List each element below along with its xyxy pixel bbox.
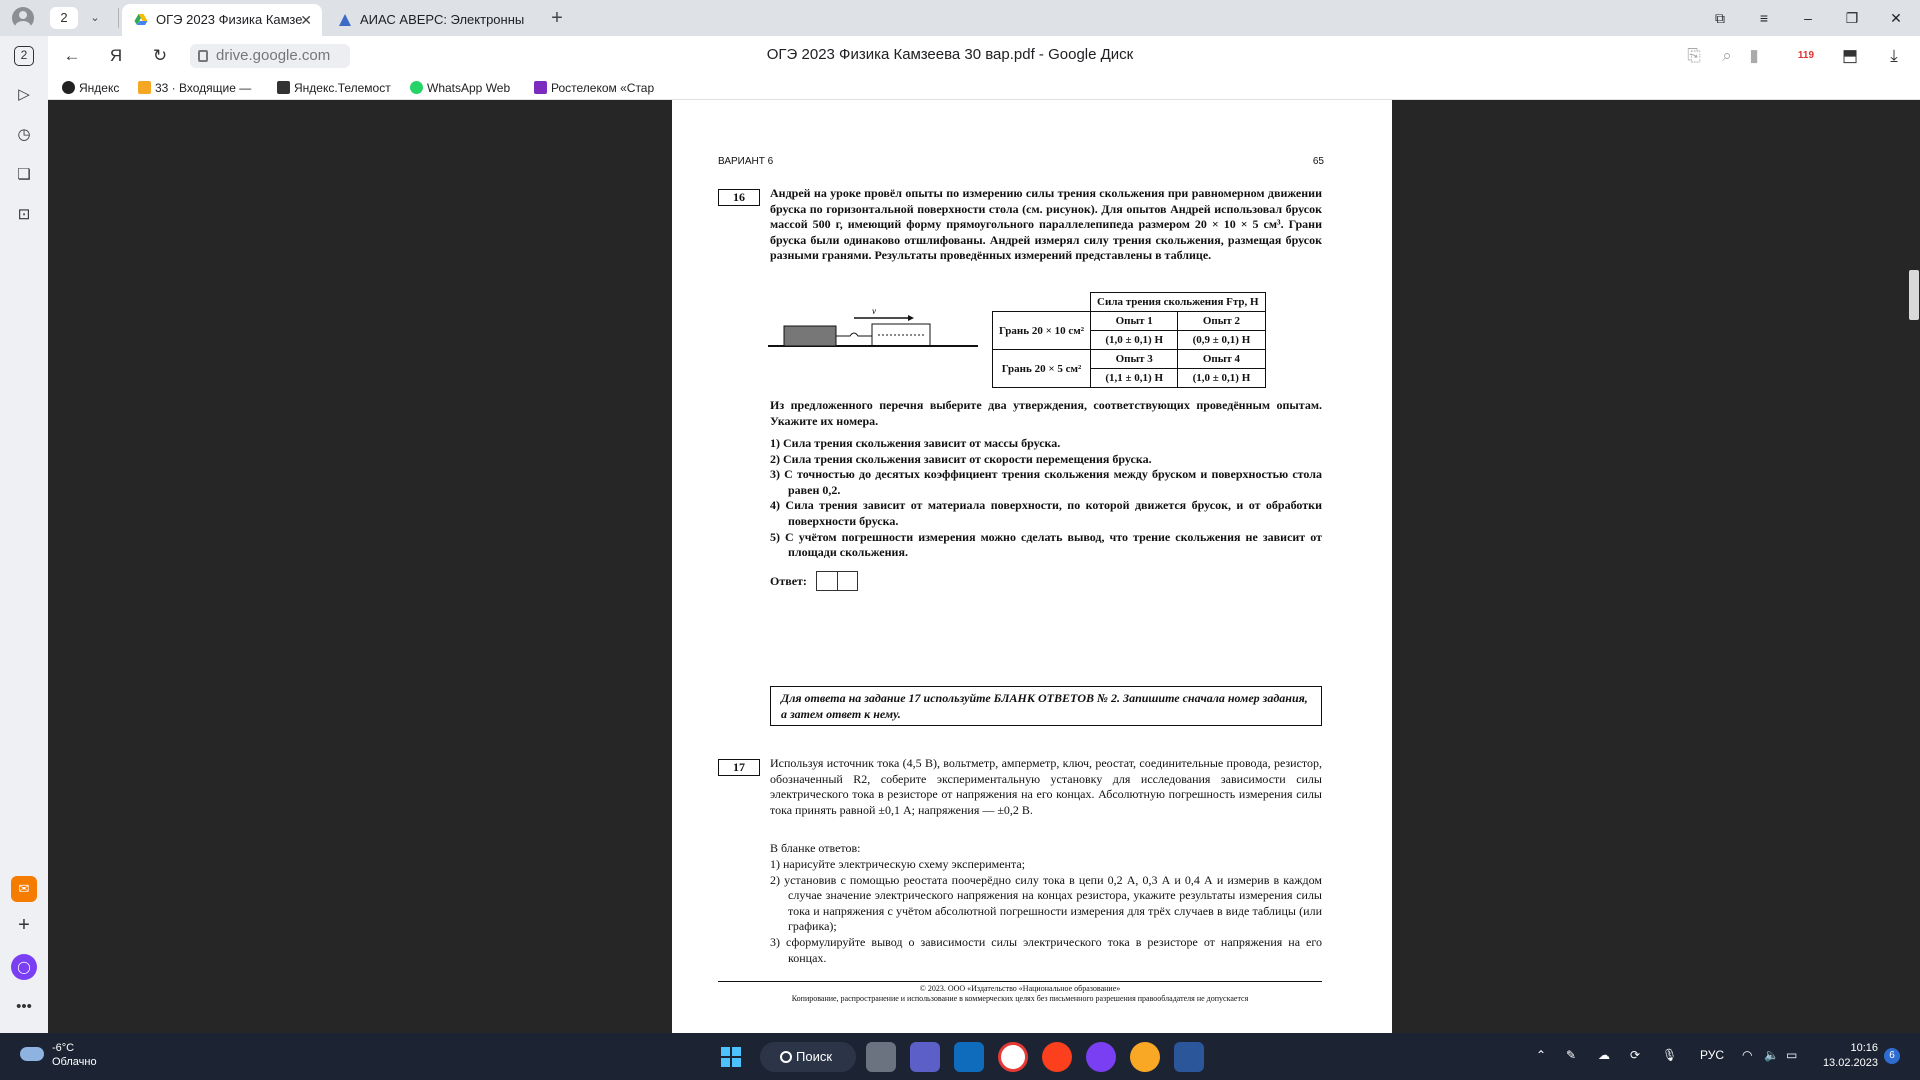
back-icon[interactable]: ← bbox=[63, 46, 81, 65]
whatsapp-icon bbox=[410, 81, 423, 94]
bookmark-icon[interactable]: ▮ bbox=[1749, 46, 1759, 65]
copy-icon[interactable]: ⎘ bbox=[1687, 46, 1701, 65]
alice-icon[interactable] bbox=[1086, 1042, 1116, 1072]
more-icon[interactable]: ••• bbox=[16, 998, 32, 1015]
list-item: 2) установив с помощью реостата поочерёдно силу тока в цепи 0,2 А, 0,3 А и 0,4 А и измерив в каждом случае значение электрического напряжения на концах резистора, укажите результаты измерения силы тока и напряжения с учётом абсолютной погрешности измерения для трёх случаев в виде таблицы (или графика); bbox=[770, 872, 1322, 934]
cloud-icon[interactable] bbox=[20, 1047, 44, 1061]
mail-icon[interactable]: ✉ bbox=[11, 876, 37, 902]
page-header-variant: ВАРИАНТ 6 bbox=[718, 156, 774, 167]
list-item: 4) Сила трения зависит от материала поверхности, по которой движется брусок, и от обработки поверхности бруска. bbox=[770, 498, 1322, 528]
list-item: 5) С учётом погрешности измерения можно сделать вывод, что трение скольжения не зависит от площади скольжения. bbox=[770, 529, 1322, 560]
list-item: 1) нарисуйте электрическую схему эксперимента; bbox=[770, 857, 1026, 871]
question-17-text: Используя источник тока (4,5 В), вольтметр, амперметр, ключ, реостат, соединительные провода, резистор, обозначенный R2, соберите экспериментальную установку для исследования зависимости силы электрического тока в резисторе от напряжения на его концах. Абсолютную погрешность измерения силы тока принять равной ±0,1 А; напряжения — ±0,2 В. bbox=[770, 756, 1322, 817]
list-item: 1) Сила трения скольжения зависит от массы бруска. bbox=[770, 436, 1061, 450]
copyright: © 2023. ООО «Издательство «Национальное образование» bbox=[919, 984, 1121, 993]
weather-status: Облачно bbox=[52, 1056, 97, 1068]
bookmark-rostelecom[interactable] bbox=[534, 79, 658, 97]
wifi-icon[interactable]: ◠ bbox=[1742, 1048, 1753, 1062]
tab-title: АИАС АВЕРС: Электронны bbox=[360, 12, 525, 27]
experiment-label: Опыт 2 bbox=[1178, 312, 1265, 331]
task-view-icon[interactable] bbox=[866, 1042, 896, 1072]
notice-box: Для ответа на задание 17 используйте БЛАНК ОТВЕТОВ № 2. Запишите сначала номер задания, а затем ответ к нему. bbox=[770, 686, 1322, 726]
bookmark-label: Ростелеком «Стар bbox=[551, 81, 655, 95]
tab-strip bbox=[0, 0, 1920, 36]
table-cell: (0,9 ± 0,1) Н bbox=[1178, 331, 1265, 350]
chevron-up-icon[interactable]: ⌃ bbox=[1536, 1048, 1547, 1062]
notification-badge[interactable]: 6 bbox=[1884, 1048, 1900, 1064]
question-16-prompt: Из предложенного перечня выберите два утверждения, соответствующих проведённым опытам. Укажите их номера. bbox=[770, 398, 1322, 428]
question-17-intro: В бланке ответов: bbox=[770, 841, 861, 855]
reload-icon[interactable]: ↻ bbox=[152, 46, 168, 65]
google-drive-icon bbox=[134, 13, 148, 27]
lock-icon bbox=[198, 50, 208, 62]
tab-drive[interactable] bbox=[122, 4, 322, 36]
yandex-icon bbox=[62, 81, 75, 94]
refresh-icon[interactable]: ⟳ bbox=[1630, 1048, 1641, 1062]
mail-icon bbox=[138, 81, 151, 94]
page-title: ОГЭ 2023 Физика Камзеева 30 вар.pdf - Google Диск bbox=[766, 46, 1134, 63]
scrollbar[interactable] bbox=[1908, 100, 1920, 1033]
experiment-label: Опыт 3 bbox=[1091, 350, 1178, 369]
instructions-list bbox=[770, 857, 1322, 966]
windows-start-icon[interactable] bbox=[716, 1042, 746, 1072]
table-cell: (1,1 ± 0,1) Н bbox=[1091, 369, 1178, 388]
tab-aias[interactable] bbox=[326, 4, 525, 36]
aias-icon bbox=[338, 13, 352, 27]
app-icon[interactable] bbox=[1130, 1042, 1160, 1072]
collections-icon[interactable]: ⧉ bbox=[1715, 10, 1725, 26]
download-icon[interactable]: ⤓ bbox=[1890, 46, 1898, 65]
search-label: Поиск bbox=[796, 1049, 833, 1064]
divider bbox=[118, 8, 119, 28]
question-number-box: 16 bbox=[718, 189, 760, 206]
pen-icon[interactable]: ✎ bbox=[1566, 1048, 1577, 1062]
date: 13.02.2023 bbox=[1822, 1057, 1878, 1069]
divider bbox=[718, 981, 1322, 982]
answer-box bbox=[816, 571, 858, 591]
list-item: 2) Сила трения скольжения зависит от скорости перемещения бруска. bbox=[770, 451, 1152, 466]
new-tab-button[interactable]: + bbox=[551, 7, 563, 29]
search-icon[interactable]: ⌕ bbox=[1722, 46, 1732, 65]
volume-icon[interactable]: 🔈 bbox=[1764, 1048, 1779, 1062]
bookmark-label: 33 · Входящие — bbox=[155, 81, 252, 95]
tab-title: ОГЭ 2023 Физика Камзе bbox=[156, 12, 303, 27]
temperature: -6°C bbox=[52, 1042, 75, 1054]
tabs-panel-icon[interactable]: 2 bbox=[14, 46, 34, 66]
copyright-notice: Копирование, распространение и использование в коммерческих целях без письменного разрешения правообладателя не допускается bbox=[791, 994, 1249, 1003]
page-number: 65 bbox=[1312, 156, 1324, 167]
answer-label: Ответ: bbox=[770, 574, 807, 588]
yandex-icon[interactable]: Я bbox=[109, 46, 123, 65]
velocity-label: v⃗ bbox=[872, 306, 883, 316]
row-label: Грань 20 × 5 см² bbox=[993, 350, 1091, 388]
table-cell: (1,0 ± 0,1) Н bbox=[1091, 331, 1178, 350]
history-icon[interactable]: ◷ bbox=[17, 126, 31, 143]
side-panel bbox=[0, 36, 48, 1033]
word-icon[interactable] bbox=[1174, 1042, 1204, 1072]
screenshot-icon[interactable]: ⊡ bbox=[17, 206, 31, 223]
bookmark-whatsapp[interactable] bbox=[410, 79, 522, 97]
results-table bbox=[992, 292, 1266, 388]
list-item: 3) сформулируйте вывод о зависимости силы электрического тока в резисторе от напряжения на его концах. bbox=[770, 934, 1322, 965]
options-list bbox=[770, 436, 1322, 561]
play-icon[interactable]: ▷ bbox=[18, 86, 30, 103]
experiment-figure bbox=[768, 308, 978, 368]
battery-icon[interactable]: ▭ bbox=[1786, 1048, 1798, 1062]
toolbar bbox=[0, 36, 1920, 76]
scrollbar-thumb[interactable] bbox=[1909, 270, 1919, 320]
microphone-icon[interactable]: 🎙 bbox=[1662, 1048, 1678, 1062]
tab-count-button[interactable]: 2 bbox=[50, 7, 78, 29]
close-icon[interactable]: ✕ bbox=[300, 12, 312, 28]
address-url: drive.google.com bbox=[216, 47, 331, 64]
bookmark-label: WhatsApp Web bbox=[427, 81, 511, 95]
experiment-label: Опыт 1 bbox=[1091, 312, 1178, 331]
extensions-icon[interactable]: ⬒ bbox=[1841, 46, 1859, 65]
bookmark-yandex[interactable] bbox=[62, 79, 132, 97]
bookmarks-bar bbox=[0, 76, 1920, 100]
cloud-sync-icon[interactable]: ☁ bbox=[1598, 1048, 1610, 1062]
menu-icon[interactable]: ≡ bbox=[1759, 10, 1769, 26]
table-header: Сила трения скольжения Fтр, Н bbox=[1091, 293, 1266, 312]
teams-icon[interactable] bbox=[910, 1042, 940, 1072]
calendar-icon[interactable]: 119 bbox=[1797, 50, 1815, 61]
yandex-browser-icon[interactable] bbox=[998, 1042, 1028, 1072]
question-number-box: 17 bbox=[718, 759, 760, 776]
chevron-down-icon[interactable]: ⌄ bbox=[90, 12, 100, 24]
bookmark-label: Яндекс bbox=[79, 81, 120, 95]
time: 10:16 bbox=[1850, 1042, 1878, 1054]
yandex-icon[interactable] bbox=[1042, 1042, 1072, 1072]
weather-widget[interactable] bbox=[52, 1041, 97, 1069]
telemost-icon bbox=[277, 81, 290, 94]
bookmark-mail[interactable] bbox=[138, 79, 260, 97]
pdf-viewer[interactable] bbox=[48, 100, 1920, 1033]
bookmark-label: Яндекс.Телемост bbox=[294, 81, 391, 95]
profile-avatar[interactable] bbox=[12, 7, 34, 29]
address-bar[interactable] bbox=[190, 44, 350, 68]
bookmark-telemost[interactable] bbox=[277, 79, 401, 97]
alice-icon[interactable]: ◯ bbox=[11, 954, 37, 980]
search-button[interactable] bbox=[760, 1042, 856, 1072]
experiment-label: Опыт 4 bbox=[1178, 350, 1265, 369]
table-cell: (1,0 ± 0,1) Н bbox=[1178, 369, 1265, 388]
mail-icon[interactable] bbox=[954, 1042, 984, 1072]
list-item: 3) С точностью до десятых коэффициент трения скольжения между бруском и поверхностью стола равен 0,2. bbox=[770, 467, 1322, 497]
row-label: Грань 20 × 10 см² bbox=[993, 312, 1091, 350]
clock[interactable] bbox=[1818, 1041, 1878, 1071]
minimize-button[interactable]: – bbox=[1804, 10, 1812, 26]
collections-icon[interactable]: ❏ bbox=[17, 166, 31, 183]
close-window-button[interactable]: ✕ bbox=[1890, 10, 1902, 26]
taskbar bbox=[0, 1033, 1920, 1080]
add-icon[interactable]: + bbox=[18, 914, 30, 936]
restore-button[interactable]: ❐ bbox=[1845, 10, 1859, 26]
question-16-text: Андрей на уроке провёл опыты по измерению силы трения скольжения при равномерном движении бруска по горизонтальной поверхности стола (см. рисунок). Для опытов Андрей использовал брусок массой 500 г, имеющий форму прямоугольного параллелепипеда размером 20 × 10 × 5 см³. Грани бруска были одинаково отшлифованы. Андрей измерял силу трения скольжения, размещая брусок разными гранями. Результаты проведённых измерений представлены в таблице. bbox=[770, 186, 1322, 263]
language-indicator[interactable]: РУС bbox=[1700, 1048, 1725, 1062]
rostelecom-icon bbox=[534, 81, 547, 94]
pdf-page bbox=[672, 100, 1392, 1033]
